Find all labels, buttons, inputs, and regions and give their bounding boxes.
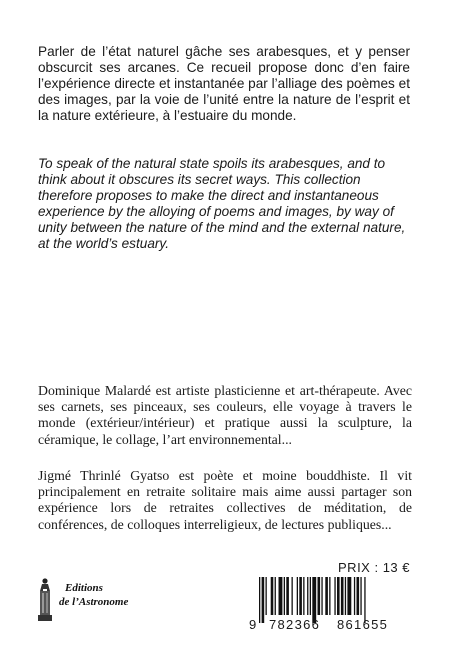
barcode-bar <box>321 577 322 615</box>
barcode-bar <box>275 577 276 615</box>
price-label: PRIX : 13 € <box>338 560 410 575</box>
author-bio-gyatso: Jigmé Thrinlé Gyatso est poète et moine bouddhiste. Il vit principalement en retraite solitaire mais aime aussi partager son expérience lors de retraites collectives de méditation, de conférences, de colloques interreligieux, de lectures publiques... <box>38 468 412 532</box>
french-summary: Parler de l’état naturel gâche ses arabesques, et y penser obscurcit ses arcanes. Ce recueil propose donc d’en faire l’expérience directe et instantanée par l’alliage des poèmes et des images, par la voie de l’unité entre la nature de l’esprit et la nature extérieure, à l’estuaire du monde. <box>38 44 410 123</box>
barcode-bar <box>360 577 361 615</box>
barcode-bar <box>299 577 302 615</box>
publisher-name <box>59 581 128 609</box>
barcode-bar <box>345 577 346 615</box>
publisher-name-line2: de l’Astronome <box>59 596 129 608</box>
barcode-bar <box>337 577 340 615</box>
author-bio-malarde: Dominique Malardé est artiste plasticienne et art-thérapeute. Avec ses carnets, ses pinceaux, ses couleurs, elle voyage à travers le monde (extérieur/intérieur) et pratique aussi la sculpture, la céramique, le collage, l’art environnemental... <box>38 383 412 447</box>
barcode-bar <box>262 577 265 623</box>
barcode-bar <box>297 577 298 615</box>
barcode-bar <box>325 577 328 615</box>
barcode-bar <box>354 577 355 615</box>
barcode-group-left: 782366 <box>269 617 321 632</box>
barcode-bar <box>329 577 330 615</box>
barcode-bar <box>259 577 260 623</box>
barcode-bar <box>334 577 335 615</box>
english-summary: To speak of the natural state spoils its arabesques, and to think about it obscures its secret ways. This collection therefore proposes to make the direct and instantaneous experience by the alloying of poems and images, by way of unity between the nature of the mind and the external nature, at the world’s estuary. <box>38 156 406 251</box>
barcode-bar <box>292 577 293 615</box>
barcode-group-right: 861655 <box>337 617 389 632</box>
astronomer-figure-icon <box>34 577 56 623</box>
barcode-bar <box>279 577 283 615</box>
barcode-bar <box>341 577 344 615</box>
isbn-barcode <box>245 577 415 631</box>
barcode-digit-first: 9 <box>249 617 257 632</box>
barcode-bar <box>271 577 274 615</box>
barcode-bar <box>286 577 289 615</box>
barcode-bar <box>318 577 321 615</box>
barcode-bar <box>266 577 267 615</box>
publisher-logo <box>34 577 174 627</box>
publisher-name-line1: Editions <box>65 582 103 594</box>
barcode-bar <box>347 577 351 615</box>
barcode-bar <box>357 577 360 615</box>
barcode-bar <box>310 577 311 615</box>
barcode-bar <box>307 577 308 615</box>
barcode-bar <box>303 577 304 615</box>
barcode-bar <box>284 577 285 615</box>
